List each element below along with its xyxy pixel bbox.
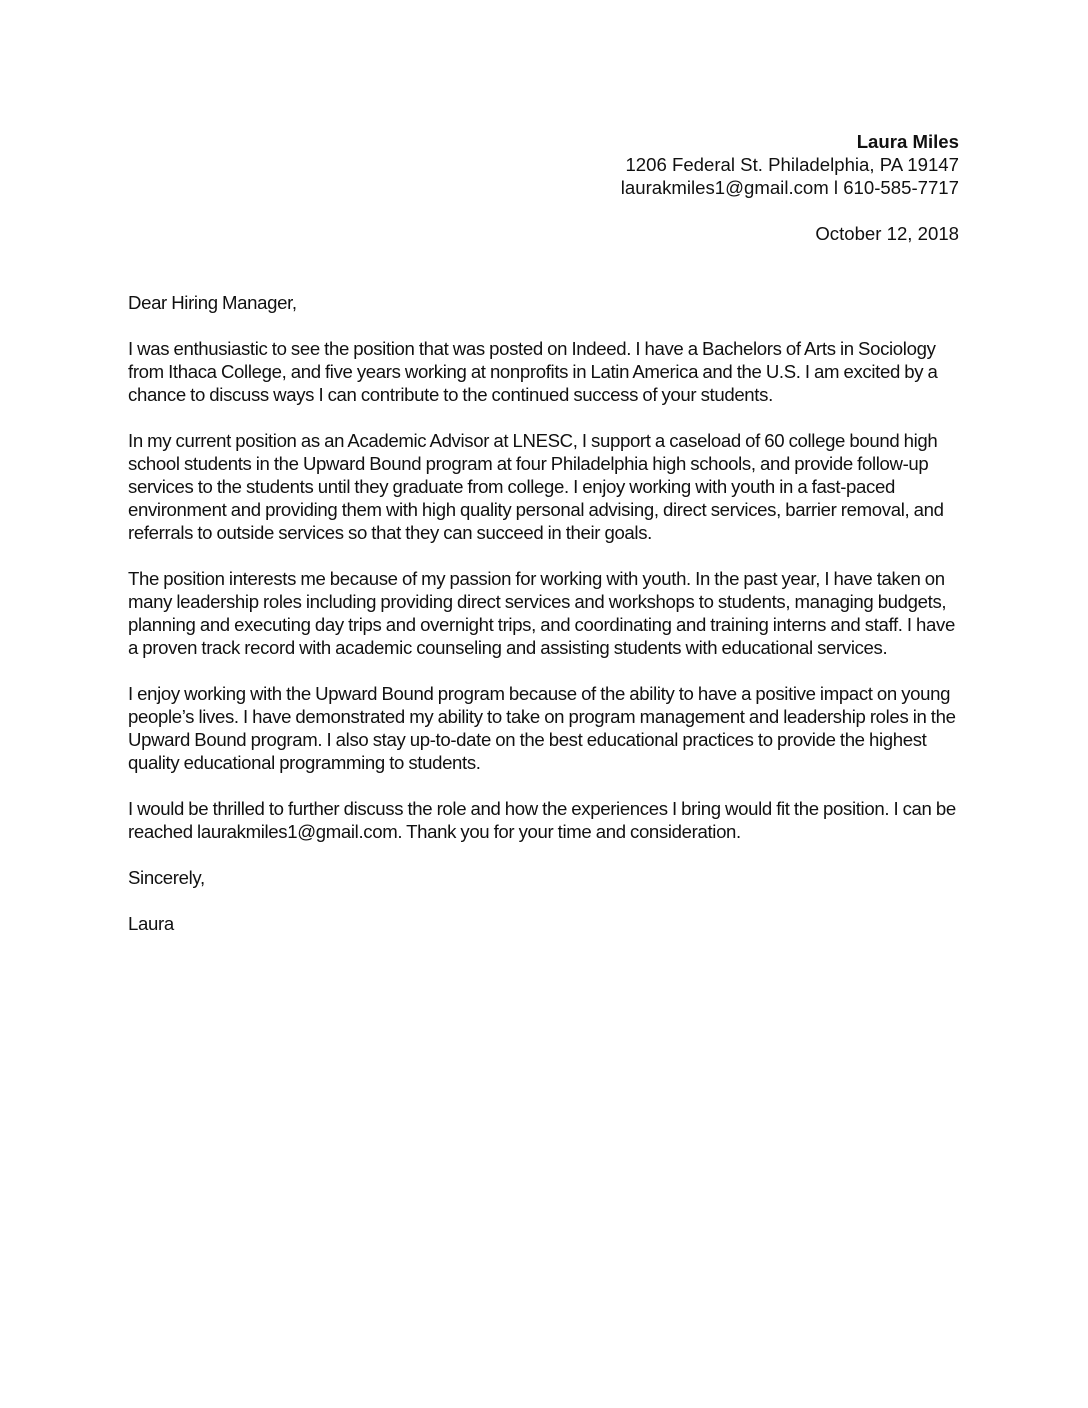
- signature: Laura: [128, 913, 174, 934]
- paragraph-interest: The position interests me because of my passion for working with youth. In the past year, I have taken on many leadership roles including providing direct services and workshops to students, managing budgets, planning and executing day trips and overnight trips, and coordinating and training interns and staff. I have a proven track record with academic counseling and assisting students with educational services.: [128, 568, 955, 658]
- letter-body: [128, 291, 968, 958]
- paragraph-upward-bound: I enjoy working with the Upward Bound program because of the ability to have a positive impact on young people’s lives. I have demonstrated my ability to take on program management and leadership roles in the Upward Bound program. I also stay up-to-date on the best educational practices to provide the highest quality educational programming to students.: [128, 683, 956, 773]
- sender-address: 1206 Federal St. Philadelphia, PA 19147: [625, 154, 959, 175]
- sender-name: Laura Miles: [856, 131, 959, 152]
- paragraph-closing: I would be thrilled to further discuss the role and how the experiences I bring would fit the position. I can be reached laurakmiles1@gmail.com. Thank you for your time and consideration.: [128, 798, 956, 842]
- sender-contact: laurakmiles1@gmail.com l 610-585-7717: [620, 177, 959, 198]
- closing: Sincerely,: [128, 867, 205, 888]
- paragraph-current-position: In my current position as an Academic Advisor at LNESC, I support a caseload of 60 college bound high school students in the Upward Bound program at four Philadelphia high schools, and provide follow-up services to the students until they graduate from college. I enjoy working with youth in a fast-paced environment and providing them with high quality personal advising, direct services, barrier removal, and referrals to outside services so that they can succeed in their goals.: [128, 430, 944, 543]
- sender-block: [621, 130, 959, 199]
- paragraph-intro: I was enthusiastic to see the position that was posted on Indeed. I have a Bachelors of Arts in Sociology from Ithaca College, and five years working at nonprofits in Latin America and the U.S. I am excited by a chance to discuss ways I can contribute to the continued success of your students.: [128, 338, 938, 405]
- letter-date: October 12, 2018: [815, 223, 959, 244]
- salutation: Dear Hiring Manager,: [128, 292, 297, 313]
